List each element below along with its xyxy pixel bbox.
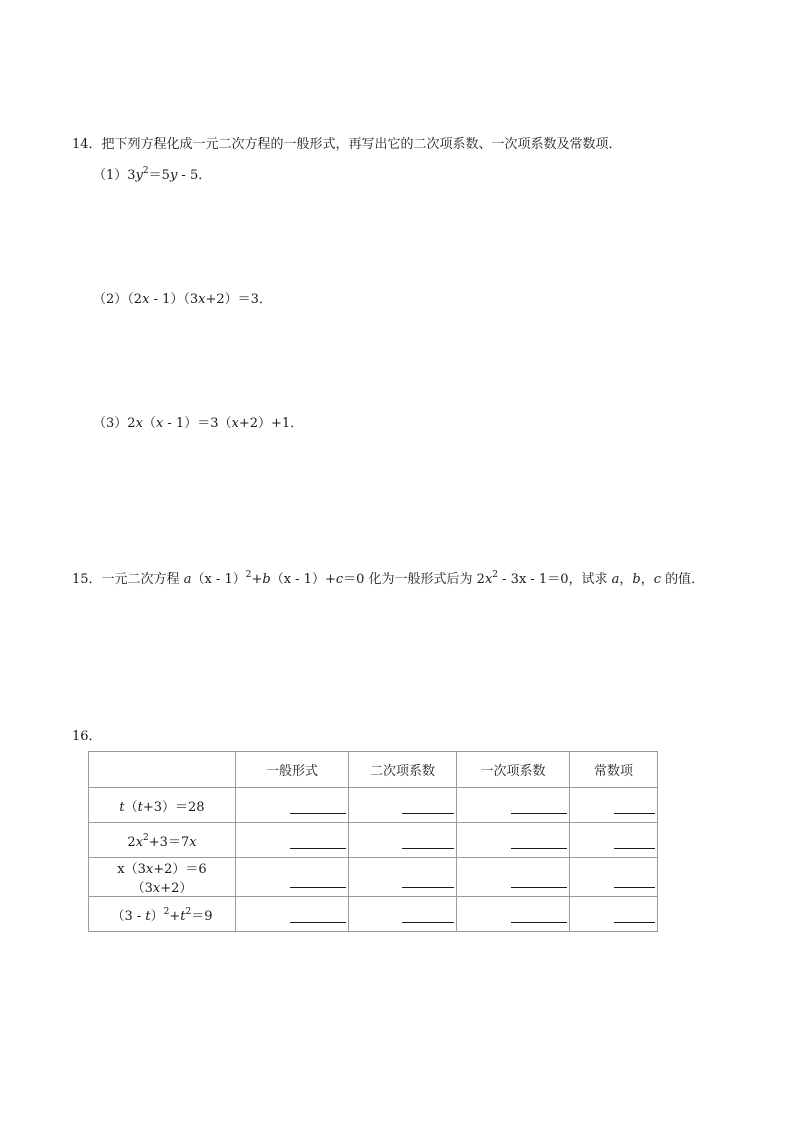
question-text: ＝0 化为一般形式后为 2 [343,572,485,587]
table-row [89,788,658,823]
equation-text: ＝9 [191,908,213,924]
question-text: （x - 1）+ [270,572,336,587]
variable: t [145,908,151,924]
answer-blank[interactable] [457,858,570,897]
question-number: 15． [72,572,102,587]
question-number: 16． [72,729,102,744]
equation-text: +3）＝28 [142,799,205,815]
table-header-cell: 常数项 [570,752,658,788]
answer-blank[interactable] [236,858,349,897]
equation-cell [89,823,236,858]
answer-blank[interactable] [349,897,457,932]
answer-blank[interactable] [349,823,457,858]
equation-text: - 1）＝3（ [163,416,232,431]
answer-blank[interactable] [457,897,570,932]
variable: x [484,572,493,587]
exponent: 2 [143,832,149,843]
variable: c [335,572,344,587]
answer-blank[interactable] [570,823,658,858]
variable: a [183,572,192,587]
equation-cell [89,858,236,897]
exponent: 2 [163,906,170,917]
answer-blank[interactable] [570,858,658,897]
exponent: 2 [245,570,252,580]
exponent: 2 [142,166,149,176]
table-row [89,858,658,897]
equation-text: ＝5 [148,168,170,183]
question-14-part-1 [93,167,211,185]
separator: ， [619,572,633,587]
variable: x [135,834,144,850]
table-row [89,897,658,932]
part-label: （2） [93,292,128,307]
equation-text: + [169,908,181,924]
variable: x [189,834,197,850]
question-text: （x - 1） [191,572,246,587]
question-16 [72,728,102,746]
equation-text: +3＝7 [148,834,190,850]
exponent: 2 [185,906,192,917]
answer-blank[interactable] [349,788,457,823]
variable: x [135,416,143,431]
variable: a [611,572,620,587]
equation-cell [89,897,236,932]
part-label: （1） [93,168,128,183]
coefficient-table [88,751,658,932]
variable: b [262,572,271,587]
variable: x [155,416,164,431]
equation-cell [89,788,236,823]
answer-blank[interactable] [570,897,658,932]
separator: ， [640,572,654,587]
equation-text: （ [142,416,156,431]
answer-blank[interactable] [349,858,457,897]
table-header-row [89,752,658,788]
table-row [89,823,658,858]
equation-text: - 5． [177,168,212,183]
equation-text: +2）＝6（3 [131,862,207,896]
table-header-cell [89,752,236,788]
equation-text: ） [150,908,164,924]
table-header-cell: 一次项系数 [457,752,570,788]
answer-blank[interactable] [236,788,349,823]
equation-text: +2） [160,881,193,896]
equation-text: 2 [127,416,136,431]
variable: c [653,572,662,587]
part-label: （3） [93,416,128,431]
question-number: 14． [72,137,102,152]
equation-text: 2 [127,834,136,850]
variable: t [137,799,143,815]
equation-text: 3 [127,168,136,183]
variable: x [145,862,154,877]
equation-text: （ [124,799,138,815]
variable: t [119,799,125,815]
question-14-part-3 [93,415,303,433]
question-14 [72,136,622,154]
question-text: 一元二次方程 [101,572,184,587]
variable: y [169,168,178,183]
answer-blank[interactable] [236,897,349,932]
question-14-part-2 [93,291,272,309]
answer-blank[interactable] [570,788,658,823]
equation-text: +2）+1． [238,416,304,431]
answer-blank[interactable] [236,823,349,858]
variable: x [198,292,206,307]
table-header-cell: 二次项系数 [349,752,457,788]
equation-text: - 1）（3 [149,292,199,307]
question-text: - 3x - 1＝0，试求 [498,572,612,587]
equation-text: （3 - [111,908,146,924]
variable: x [231,416,239,431]
question-text: 的值． [661,572,705,587]
equation-text: x（3 [117,862,146,877]
variable: y [135,168,143,183]
variable: x [142,292,150,307]
exponent: 2 [492,570,499,580]
question-text: + [251,572,263,587]
variable: b [632,572,641,587]
answer-blank[interactable] [457,823,570,858]
equation-text: +2）＝3． [205,292,272,307]
answer-blank[interactable] [457,788,570,823]
variable: x [152,881,161,896]
table-header-cell: 一般形式 [236,752,349,788]
variable: t [180,908,186,924]
equation-text: （2 [127,292,143,307]
question-text: 把下列方程化成一元二次方程的一般形式，再写出它的二次项系数、一次项系数及常数项． [101,137,622,152]
question-15 [72,571,704,589]
